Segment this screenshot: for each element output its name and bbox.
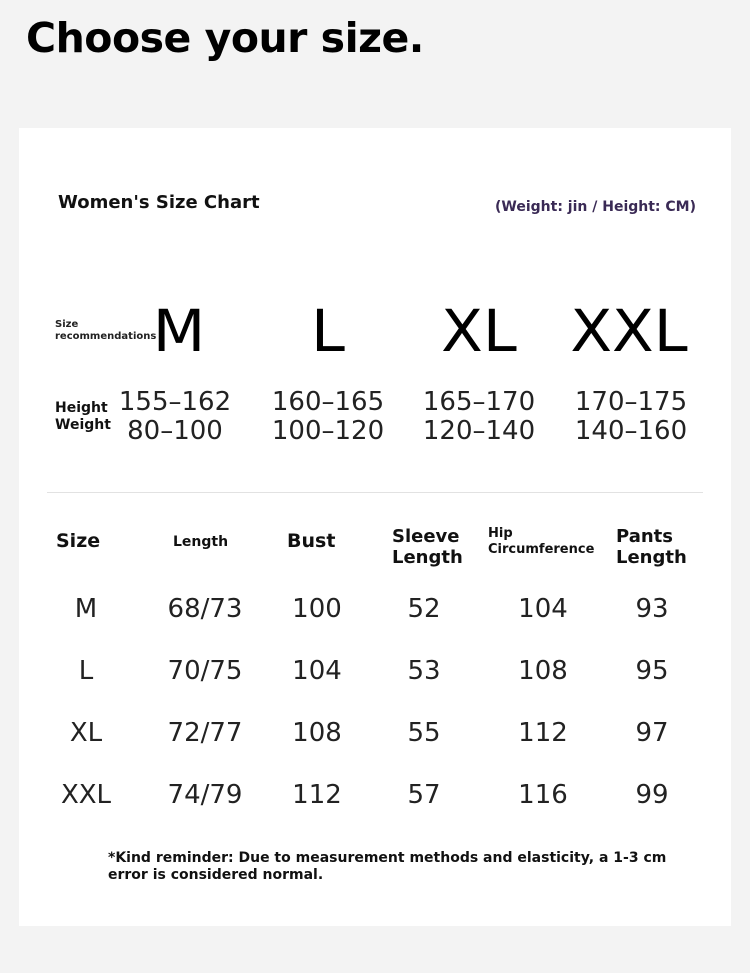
cell-sleeve: 52 (407, 594, 441, 624)
header-sleeve-length (392, 526, 463, 568)
size-chart-card (19, 128, 731, 926)
header-length: Length (173, 534, 229, 550)
header-sleeve-line2: Length (392, 547, 463, 568)
cell-sleeve: 57 (407, 780, 441, 810)
recommended-size-m: M (152, 297, 206, 365)
cell-size: XL (69, 718, 103, 748)
cell-pants: 95 (635, 656, 669, 686)
cell-bust: 100 (292, 594, 342, 624)
height-range-xxl: 170–175 (574, 387, 688, 417)
header-pants-line2: Length (616, 547, 687, 568)
cell-pants: 97 (635, 718, 669, 748)
hw-values-xl (399, 388, 559, 446)
height-range-m: 155–162 (118, 387, 232, 417)
cell-hip: 116 (518, 780, 568, 810)
header-pants-line1: Pants (616, 526, 673, 547)
cell-hip: 112 (518, 718, 568, 748)
section-divider (47, 492, 703, 493)
cell-pants: 93 (635, 594, 669, 624)
header-hip-line1: Hip (488, 526, 513, 541)
header-hip-circumference (488, 526, 594, 558)
page-heading: Choose your size. (26, 14, 424, 62)
chart-title: Women's Size Chart (58, 192, 260, 213)
weight-label: Weight (55, 417, 111, 433)
cell-size: L (78, 656, 94, 686)
height-label: Height (55, 400, 108, 416)
table-row (19, 775, 731, 815)
weight-range-xxl: 140–160 (574, 416, 688, 446)
cell-hip: 108 (518, 656, 568, 686)
header-hip-line2: Circumference (488, 542, 595, 557)
measurement-reminder-note: *Kind reminder: Due to measurement methods and elasticity, a 1-3 cm error is considered normal. (108, 850, 667, 883)
weight-range-l: 100–120 (271, 416, 385, 446)
cell-sleeve: 55 (407, 718, 441, 748)
header-sleeve-line1: Sleeve (392, 526, 460, 547)
cell-length: 70/75 (167, 656, 243, 686)
cell-length: 68/73 (167, 594, 243, 624)
table-row (19, 651, 731, 691)
cell-bust: 112 (292, 780, 342, 810)
units-note: (Weight: jin / Height: CM) (495, 199, 696, 215)
rec-label-line1: Size (55, 319, 79, 330)
height-range-l: 160–165 (271, 387, 385, 417)
cell-length: 72/77 (167, 718, 243, 748)
hw-values-l (248, 388, 408, 446)
cell-size: XXL (60, 780, 112, 810)
cell-bust: 108 (292, 718, 342, 748)
header-bust: Bust (287, 530, 336, 552)
header-size: Size (56, 530, 101, 552)
table-row (19, 713, 731, 753)
weight-range-xl: 120–140 (422, 416, 536, 446)
weight-range-m: 80–100 (127, 416, 223, 446)
recommended-size-xl: XL (441, 297, 517, 365)
hw-values-m (95, 388, 255, 446)
recommended-size-xxl: XXL (570, 297, 688, 365)
cell-hip: 104 (518, 594, 568, 624)
table-row (19, 589, 731, 629)
rec-label-line2: recommendations (55, 331, 157, 342)
cell-length: 74/79 (167, 780, 243, 810)
header-pants-length (616, 526, 687, 568)
cell-bust: 104 (292, 656, 342, 686)
height-range-xl: 165–170 (422, 387, 536, 417)
cell-size: M (74, 594, 98, 624)
hw-values-xxl (551, 388, 711, 446)
cell-sleeve: 53 (407, 656, 441, 686)
recommended-size-l: L (311, 297, 345, 365)
cell-pants: 99 (635, 780, 669, 810)
